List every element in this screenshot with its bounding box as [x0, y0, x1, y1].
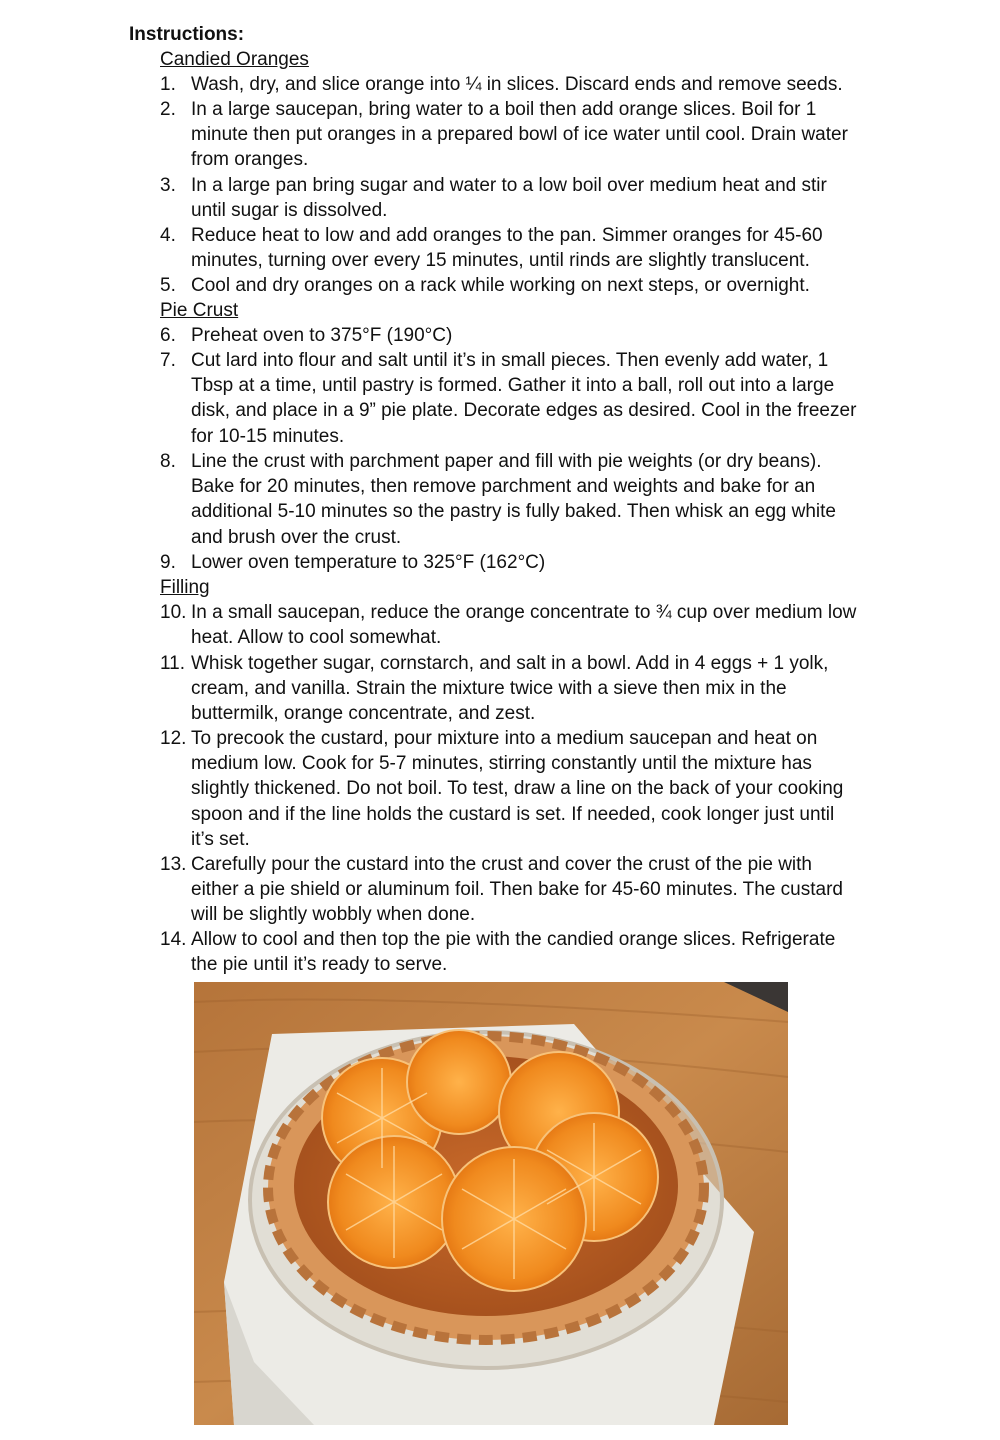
- step-text: Wash, dry, and slice orange into ¼ in slices. Discard ends and remove seeds.: [191, 74, 843, 95]
- step-text: Cut lard into flour and salt until it’s in small pieces. Then evenly add water, 1 Tbsp at a time, until pastry is formed. Gather it into a ball, roll out into a large disk, and place in a 9” pie plate. Decorate edges as desired. Cool in the freezer for 10-15 minutes.: [191, 350, 857, 447]
- step-item: [160, 223, 860, 273]
- step-text: Cool and dry oranges on a rack while working on next steps, or overnight.: [191, 275, 810, 296]
- step-item: [160, 852, 860, 928]
- step-text: To precook the custard, pour mixture into a medium saucepan and heat on medium low. Cook for 5-7 minutes, stirring constantly until the mixture has slightly thickened. Do not boil. To test, draw a line on the back of your cooking spoon and if the line holds the custard is set. If needed, cook longer just until it’s set.: [191, 728, 844, 850]
- step-number: 12.: [160, 728, 187, 749]
- step-item: [160, 550, 860, 575]
- step-text: Allow to cool and then top the pie with the candied orange slices. Refrigerate the pie until it’s ready to serve.: [191, 929, 836, 976]
- step-item: [160, 323, 860, 348]
- step-text: In a large saucepan, bring water to a boil then add orange slices. Boil for 1 minute then put oranges in a prepared bowl of ice water until cool. Drain water from oranges.: [191, 99, 848, 171]
- step-item: [160, 449, 860, 550]
- step-item: [160, 348, 860, 449]
- step-text: Carefully pour the custard into the crust and cover the crust of the pie with either a pie shield or aluminum foil. Then bake for 45-60 minutes. The custard will be slightly wobbly when done.: [191, 854, 843, 926]
- step-number: 13.: [160, 854, 187, 875]
- step-text: Line the crust with parchment paper and fill with pie weights (or dry beans). Bake for 20 minutes, then remove parchment and weights and bake for an additional 5-10 minutes so the pastry is fully baked. Then whisk an egg white and brush over the crust.: [191, 451, 836, 548]
- pie-photo: [194, 982, 788, 1425]
- step-number: 6.: [160, 325, 176, 346]
- step-item: [160, 72, 860, 97]
- section-title-pie-crust: Pie Crust: [160, 300, 239, 321]
- step-number: 2.: [160, 99, 176, 120]
- step-item: [160, 600, 860, 650]
- step-text: Lower oven temperature to 325°F (162°C): [191, 552, 546, 573]
- step-text: In a large pan bring sugar and water to a low boil over medium heat and stir until sugar is dissolved.: [191, 175, 827, 222]
- step-number: 4.: [160, 225, 176, 246]
- step-number: 3.: [160, 175, 176, 196]
- step-item: [160, 97, 860, 173]
- step-number: 9.: [160, 552, 176, 573]
- step-text: In a small saucepan, reduce the orange concentrate to ¾ cup over medium low heat. Allow to cool somewhat.: [191, 602, 857, 649]
- section-title-filling: Filling: [160, 577, 210, 598]
- step-number: 7.: [160, 350, 176, 371]
- section-title-candied-oranges: Candied Oranges: [160, 49, 309, 70]
- step-number: 10.: [160, 602, 187, 623]
- step-number: 8.: [160, 451, 176, 472]
- step-item: [160, 927, 860, 977]
- step-text: Reduce heat to low and add oranges to the pan. Simmer oranges for 45-60 minutes, turning over every 15 minutes, until rinds are slightly translucent.: [191, 225, 823, 272]
- step-number: 5.: [160, 275, 176, 296]
- step-number: 14.: [160, 929, 187, 950]
- step-item: [160, 651, 860, 727]
- step-text: Preheat oven to 375°F (190°C): [191, 325, 453, 346]
- instructions-heading: Instructions:: [129, 24, 245, 45]
- step-item: [160, 726, 860, 852]
- step-number: 11.: [160, 653, 186, 674]
- step-item: [160, 273, 860, 298]
- step-text: Whisk together sugar, cornstarch, and salt in a bowl. Add in 4 eggs + 1 yolk, cream, and vanilla. Strain the mixture twice with a sieve then mix in the buttermilk, orange concentrate, and zest.: [191, 653, 829, 725]
- step-number: 1.: [160, 74, 176, 95]
- step-item: [160, 173, 860, 223]
